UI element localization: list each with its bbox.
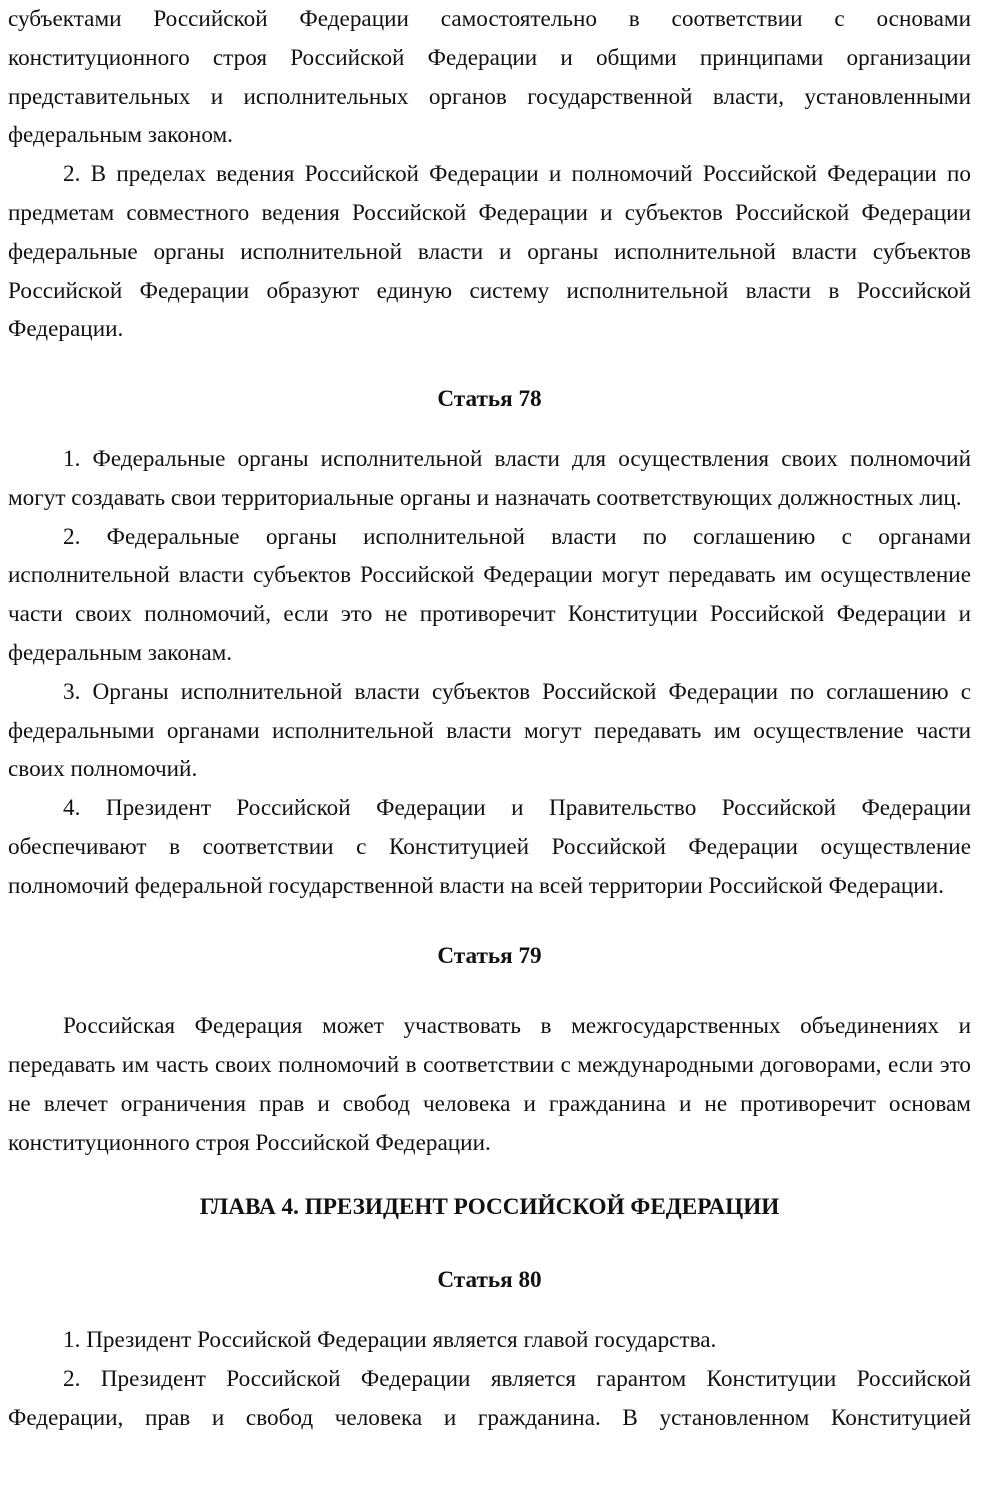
paragraph-78-4: 4. Президент Российской Федерации и Правительство Российской Федерации обеспечивают в соответствии с Конституцией Российской Федерации осуществление полномочий федеральной государственной власти на всей территории Российской Федерации. xyxy=(8,795,971,899)
article-80-heading: Статья 80 xyxy=(437,1267,542,1294)
paragraph-78-1: 1. Федеральные органы исполнительной власти для осуществления своих полномочий могут создавать свои территориальные органы и назначать соответствующих должностных лиц. xyxy=(8,445,971,511)
paragraph-78-2: 2. Федеральные органы исполнительной власти по соглашению с органами исполнительной власти субъектов Российской Федерации могут передавать им осуществление части своих полномочий, если это не противоречит Конституции Российской Федерации и федеральным законам. xyxy=(8,523,971,666)
paragraph-80-1: 1. Президент Российской Федерации является главой государства. xyxy=(63,1327,717,1354)
paragraph-79-1: Российская Федерация может участвовать в межгосударственных объединениях и передавать им часть своих полномочий в соответствии с международными договорами, если это не влечет ограничения прав и свобод человека и гражданина и не противоречит основам конституционного строя Российской Федерации. xyxy=(8,1013,971,1156)
paragraph-continued: субъектами Российской Федерации самостоятельно в соответствии с основами конституционного строя Российской Федерации и общими принципами организации представительных и исполнительных органов государственной власти, установленными федеральным законом. xyxy=(8,6,971,149)
article-78-heading: Статья 78 xyxy=(437,386,542,413)
article-79-heading: Статья 79 xyxy=(437,942,542,969)
document-page xyxy=(8,0,971,1438)
paragraph-80-2: 2. Президент Российской Федерации является гарантом Конституции Российской Федерации, прав и свобод человека и гражданина. В установленном Конституцией xyxy=(8,1365,971,1431)
paragraph-78-3: 3. Органы исполнительной власти субъектов Российской Федерации по соглашению с федеральными органами исполнительной власти могут передавать им осуществление части своих полномочий. xyxy=(8,678,971,783)
paragraph-77-2: 2. В пределах ведения Российской Федерации и полномочий Российской Федерации по предметам совместного ведения Российской Федерации и субъектов Российской Федерации федеральные органы исполнительной власти и органы исполнительной власти субъектов Российской Федерации образуют единую систему исполнительной власти в Российской Федерации. xyxy=(8,161,971,343)
chapter-4-heading: ГЛАВА 4. ПРЕЗИДЕНТ РОССИЙСКОЙ ФЕДЕРАЦИИ xyxy=(199,1193,780,1220)
